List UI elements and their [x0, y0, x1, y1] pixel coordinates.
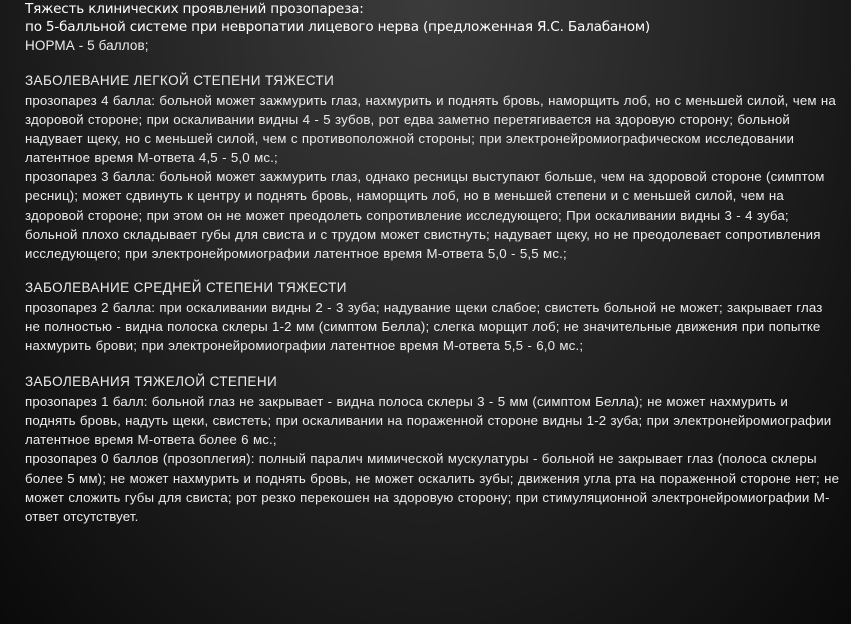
title-line-1: Тяжесть клинических проявлений прозопареза: [25, 1, 364, 17]
paragraph-prosoparesis-4: прозопарез 4 балла: больной может зажмурить глаз, нахмурить и поднять бровь, наморщить лоб, но с меньшей силой, чем на здоровой стороне; при оскаливании видны 4 - 5 зубов, рот едва заметно перетягивается на здоровую сторону; больной надувает щеку, но с меньшей силой, чем с противоположной стороны; при электронейромиографическом исследовании латентное время М-ответа 4,5 - 5,0 мс.; [25, 93, 836, 166]
paragraph-prosoparesis-0: прозопарез 0 баллов (прозоплегия): полный паралич мимической мускулатуры - больной не закрывает глаз (полоса склеры более 5 мм); не может нахмурить и поднять бровь, не может оскалить зубы; движения угла рта на пораженной стороне нет; не может сложить губы для свиста; рот резко перекошен на здоровую сторону; при стимуляционной электронейромиографии М-ответ отсутствует. [25, 451, 840, 524]
norm-line: НОРМА - 5 баллов; [25, 38, 149, 53]
slide-content [25, 0, 840, 526]
paragraph-prosoparesis-3: прозопарез 3 балла: больной может зажмурить глаз, однако ресницы выступают больше, чем на здоровой стороне (симптом ресниц); может сдвинуть к центру и поднять бровь, наморщить лоб, но в меньшей степени и с меньшей силой, чем на здоровой стороне; при этом он не может преодолеть сопротивление исследующего; При оскаливании видны 3 - 4 зуба; больной плохо складывает губы для свиста и с трудом может свистнуть; надувает щеку, но не преодолевает сопротивления исследующего; при электронейромиографии латентное время М-ответа 5,0 - 5,5 мс.; [25, 169, 825, 261]
paragraph-prosoparesis-2: прозопарез 2 балла: при оскаливании видны 2 - 3 зуба; надувание щеки слабое; свистеть больной не может; закрывает глаз не полностью - видна полоска склеры 1-2 мм (симптом Белла); слегка морщит лоб; не значительные движения при попытке нахмурить брови; при электронейромиографии латентное время М-ответа 5,5 - 6,0 мс.; [25, 299, 823, 354]
section-heading-moderate: ЗАБОЛЕВАНИЕ СРЕДНЕЙ СТЕПЕНИ ТЯЖЕСТИ [25, 279, 347, 295]
section-heading-mild: ЗАБОЛЕВАНИЕ ЛЕГКОЙ СТЕПЕНИ ТЯЖЕСТИ [25, 73, 335, 88]
title-line-2: по 5-балльной системе при невропатии лицевого нерва (предложенная Я.С. Балабаном) [25, 18, 650, 35]
section-heading-severe: ЗАБОЛЕВАНИЯ ТЯЖЕЛОЙ СТЕПЕНИ [25, 374, 278, 390]
paragraph-prosoparesis-1: прозопарез 1 балл: больной глаз не закрывает - видна полоса склеры 3 - 5 мм (симптом Белла); не может нахмурить и поднять бровь, надуть щеки, свистеть; при оскаливании на пораженной стороне видны 1-2 зуба; при электронейромиографии латентное время М-ответа более 6 мс.; [25, 394, 832, 448]
slide-title [25, 0, 840, 36]
